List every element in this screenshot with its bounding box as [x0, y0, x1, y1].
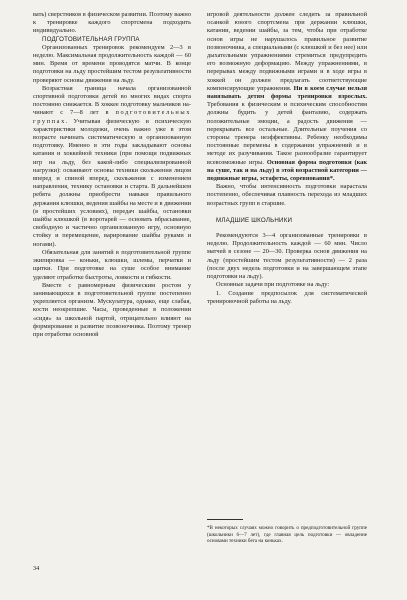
paragraph-text: . Учитывая физическую и психическую характеристики молодежи, очень важно уже в этом возрасте начинать систематическую и организованную подготовку. Именно в эти годы закладывают основы катания и хоккейной техники (при помощи подвижных игр на льду, без какой-либо специализированной нагрузки): осваивают основы техники скольжения лицом вперед и спиной вперед, скольжения с изменением направления, технику остановки и старта. В дальнейшем ребята должны приобрести навыки правильного держания клюшки, ведения шайбы на месте и в движении (в простейших условиях), передач шайбы, остановки шайбы клюшкой (в воротарей — основать вбрасывание, свободную и частично организованную игру, основную стойку и перемещение, варирование шайбы руками и ногами). — [33, 117, 191, 248]
paragraph: Организованных тренировок рекомендуем 2—3 в неделю. Максимальная продолжительность каждой — 60 мин. Время от времени проводятся матчи. В конце подготовки на льду простейшим тестом результативности проверяют основы движения на льду. — [33, 43, 191, 84]
paragraph: Важно, чтобы интенсивность подготовки нарастала постепенно, обеспечивая плавность перехода из младших возрастных групп в старшие. — [207, 183, 367, 207]
paragraph-text: игровой деятельности должен следить за правильной осанкой юного спортсмена при держании клюшки, катании, ведении шайбы, за тем, чтобы при отработке основ игры не нарушалось правильное развитие позвоночника, а специальными (с клюшкой и без нее) или дыхательными упражнениями стремиться предупредить его возможную деформацию. Между упражнениями, в перерывах между подвижными играми и в ходе игры в хоккей он должен предлагать соответствующие компенсирующие упражнения. — [207, 11, 367, 92]
emphasized-text: подготовительных группах — [33, 109, 191, 125]
right-column — [207, 11, 367, 306]
paragraph-text: Требования к физическим и психическим способностям должны будить у детей фантазию, содержать положительные эмоции, а радость движения — перекрывать все остальные. Длительные поучения со стороны тренера неэффективны. Ребенку необходимы постоянные перемены в содержании упражнений и в методе их разучивания. Такое разнообразие гарантирует всевозможные игры. — [207, 101, 367, 166]
paragraph-continuation — [207, 11, 367, 183]
paragraph: Вместе с равномерным физическим ростом у занимающихся в подготовительной группе постепенно укрепляется организм. Мускулатура, однако, еще слабая, кости неокрепшие. Часы, проведенные в положении «сидя» за школьной партой, отрицательно влияют на формирование и развитие позвоночника. Позтому тренер при отработке основной — [33, 281, 191, 338]
paragraph-continuation: вать) сверстников в физическом развитии. Поэтому важно к тренировке каждого спортсмена подходить индивидуально. — [33, 11, 191, 35]
bold-statement: Основная форма подготовки (как на суше, так и на льду) в этой возрастной категории — подвижные игры, эстафеты, соревнования*. — [207, 158, 367, 183]
footnote — [207, 519, 367, 545]
paragraph: Основные задачи при подготовке на льду: — [216, 281, 330, 289]
paragraph: 1. Создание предпосылок для систематической тренировочной работы на льду. — [207, 289, 367, 305]
footnote-text: *В некоторых случаях можно говорить о предподготовительной группе (школьники 6—7 лет), где главная цель подготовки — овладение основами техники бега на коньках. — [207, 525, 367, 545]
section-heading-preparatory-group: ПОДГОТОВИТЕЛЬНАЯ ГРУППА — [42, 35, 140, 43]
paragraph: Рекомендуются 3—4 организованные тренировки в неделю. Продолжительность каждой — 60 мин. Число матчей в сезоне — 20—30. Проверка основ движения на льду (простейшим тестом результативности) — 2 раза (после двух недель подготовки и на завершающем этапе подготовки на льду). — [207, 232, 367, 281]
paragraph: Обязательная для занятий в подготовительной группе экипировка — коньки, клюшки, шлемы, перчатки и щитки. При подготовке на суше особое внимание уделяют отработке быстроты, ловкости и гибкости. — [33, 248, 191, 281]
left-column — [33, 11, 191, 339]
bold-statement: Ни в коем случае нельзя навязывать детям формы тренировки взрослых. — [207, 84, 368, 101]
page-number: 34 — [33, 565, 40, 572]
paragraph-text: Возрастная граница начала организованной спортивной подготовки детей во многих видах спорта постоянно снижается. В хоккее подготовку мальчиков начинают с 7—8 лет в — [33, 84, 191, 117]
paragraph — [33, 85, 191, 249]
section-heading-junior-schoolchildren: МЛАДШИЕ ШКОЛЬНИКИ — [216, 216, 293, 224]
footnote-rule — [207, 519, 243, 520]
